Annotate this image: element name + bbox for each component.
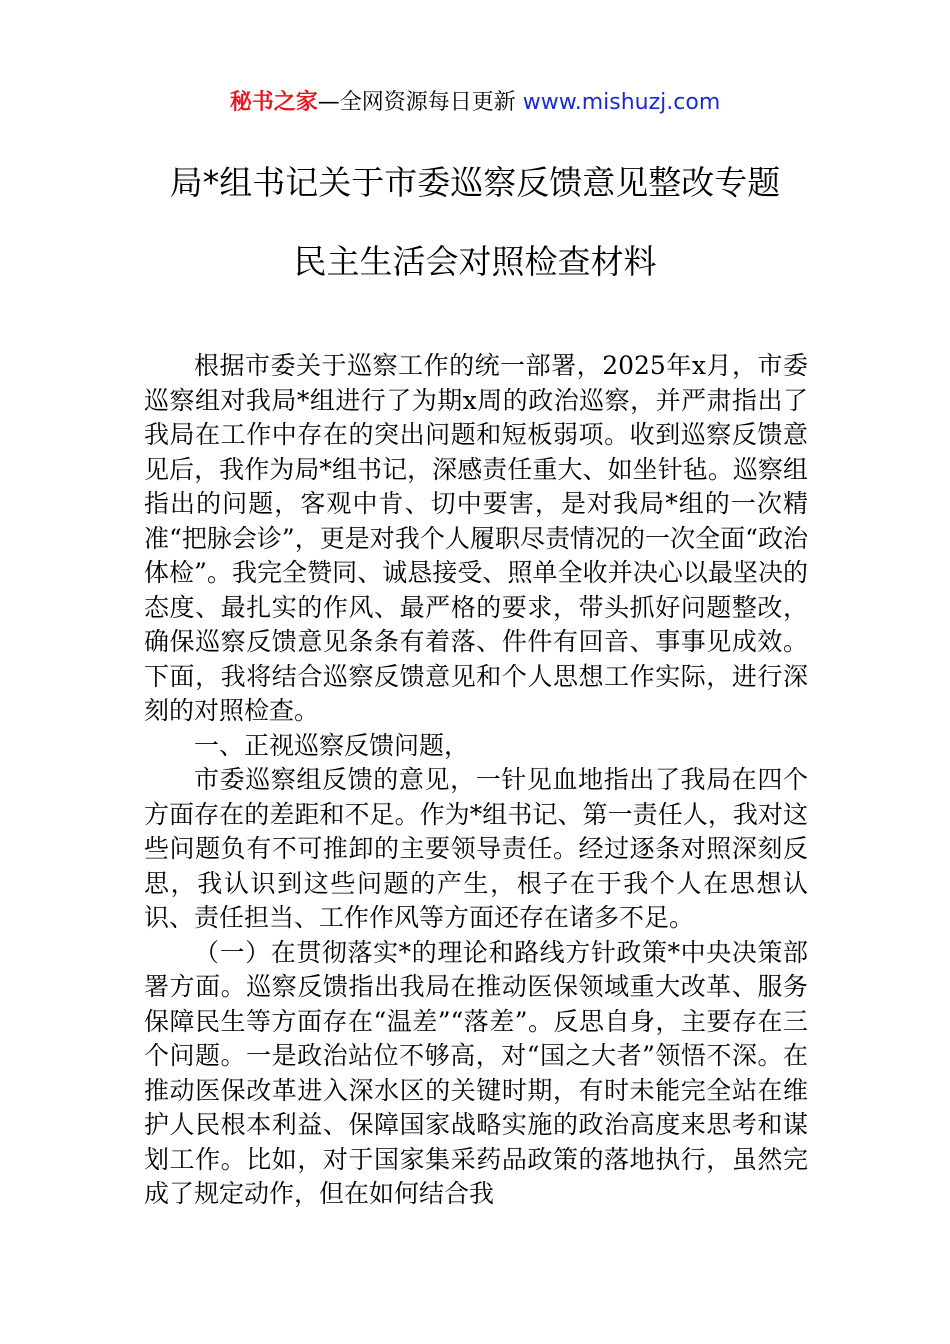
title-line-1: 局*组书记关于市委巡察反馈意见整改专题 — [169, 163, 781, 202]
site-header — [0, 86, 950, 120]
site-tagline: —全网资源每日更新 — [317, 90, 523, 115]
title-line-2: 民主生活会对照检查材料 — [293, 242, 657, 281]
document-title — [0, 160, 950, 318]
site-url-link[interactable]: www.mishuzj.com — [522, 90, 721, 115]
paragraph-section-1: 市委巡察组反馈的意见，一针见血地指出了我局在四个方面存在的差距和不足。作为*组书记、第一责任人，我对这些问题负有不可推卸的主要领导责任。经过逐条对照深刻反思，我认识到这些问题的产生，根子在于我个人在思想认识、责任担当、工作作风等方面还存在诸多不足。 — [144, 765, 808, 932]
paragraph-intro: 根据市委关于巡察工作的统一部署，2025年x月，市委巡察组对我局*组进行了为期x周的政治巡察，并严肃指出了我局在工作中存在的突出问题和短板弱项。收到巡察反馈意见后，我作为局*组书记，深感责任重大、如坐针毡。巡察组指出的问题，客观中肯、切中要害，是对我局*组的一次精准“把脉会诊”，更是对我个人履职尽责情况的一次全面“政治体检”。我完全赞同、诚恳接受、照单全收并决心以最坚决的态度、最扎实的作风、最严格的要求，带头抓好问题整改，确保巡察反馈意见条条有着落、件件有回音、事事见成效。下面，我将结合巡察反馈意见和个人思想工作实际，进行深刻的对照检查。 — [144, 351, 808, 725]
section-heading-1: 一、正视巡察反馈问题， — [194, 730, 470, 760]
paragraph-subsection-1: （一）在贯彻落实*的理论和路线方针政策*中央决策部署方面。巡察反馈指出我局在推动医保领域重大改革、服务保障民生等方面存在“温差”“落差”。反思自身，主要存在三个问题。一是政治站位不够高，对“国之大者”领悟不深。在推动医保改革进入深水区的关键时期，有时未能完全站在维护人民根本利益、保障国家战略实施的政治高度来思考和谋划工作。比如，对于国家集采药品政策的落地执行，虽然完成了规定动作，但在如何结合我 — [144, 937, 808, 1208]
document-body — [144, 349, 808, 1212]
site-name: 秘书之家 — [229, 90, 318, 115]
